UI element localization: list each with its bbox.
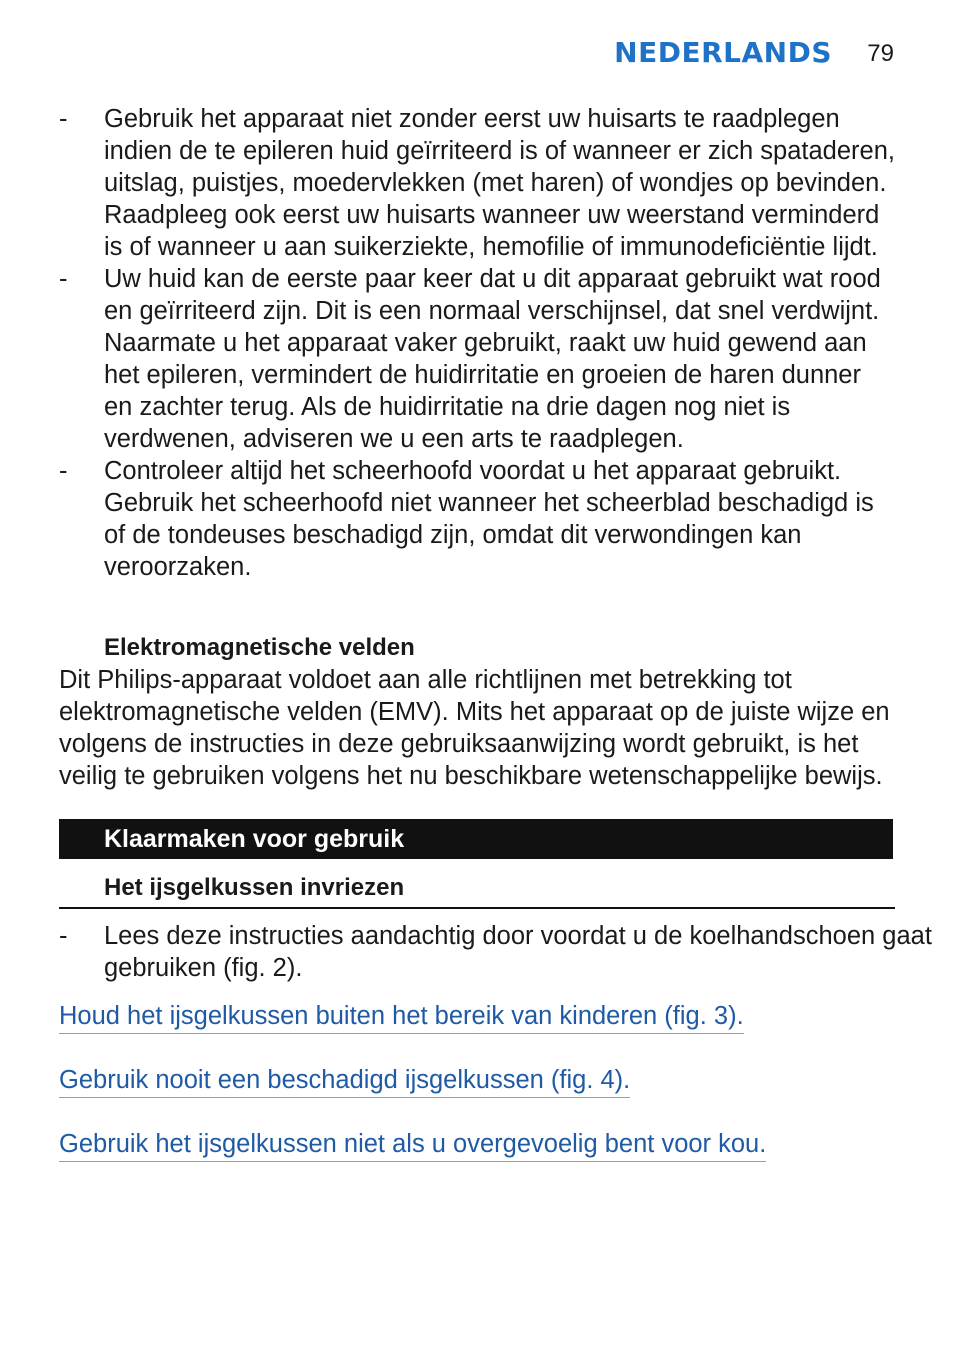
link-cold-sensitivity[interactable]: Gebruik het ijsgelkussen niet als u overgevoelig bent voor kou. — [59, 1128, 766, 1162]
warning-item-3 — [59, 455, 895, 583]
warning-item-1 — [59, 103, 895, 263]
emf-paragraph: Dit Philips-apparaat voldoet aan alle richtlijnen met betrekking tot elektromagnetische velden (EMV). Mits het apparaat op de juiste wijze en volgens de instructies in deze gebruiksaanwijzing wordt gebruikt, is het veilig te gebruiken volgens het nu beschikbare wetenschappelijke bewijs. — [59, 666, 890, 790]
emf-heading: Elektromagnetische velden — [104, 634, 415, 661]
bullet-dash: - — [59, 105, 68, 133]
link-keep-away-from-children[interactable]: Houd het ijsgelkussen buiten het bereik van kinderen (fig. 3). — [59, 1000, 744, 1034]
language-header: NEDERLANDS — [614, 36, 832, 69]
warning-text: Controleer altijd het scheerhoofd voordat u het apparaat gebruikt. Gebruik het scheerhoofd niet wanneer het scheerblad beschadigd is of de tondeuses beschadigd zijn, omdat dit verwondingen kan veroorzaken. — [104, 457, 874, 581]
instruction-item — [59, 920, 940, 984]
bullet-dash: - — [59, 457, 68, 485]
warnings-list — [59, 103, 895, 583]
instruction-text: Lees deze instructies aandachtig door voordat u de koelhandschoen gaat gebruiken (fig. 2). — [104, 922, 932, 982]
section-title-bar: Klaarmaken voor gebruik — [59, 819, 893, 859]
link-damaged-gel-pad[interactable]: Gebruik nooit een beschadigd ijsgelkussen (fig. 4). — [59, 1064, 630, 1098]
section-subheading: Het ijsgelkussen invriezen — [104, 874, 405, 901]
divider-line — [59, 907, 895, 909]
warning-text: Gebruik het apparaat niet zonder eerst uw huisarts te raadplegen indien de te epileren huid geïrriteerd is of wanneer er zich spataderen, uitslag, puistjes, moedervlekken (met haren) of wondjes op bevinden. Raadpleeg ook eerst uw huisarts wanneer uw weerstand verminderd is of wanneer u aan suikerziekte, hemofilie of immunodeficiëntie lijdt. — [104, 105, 895, 261]
page-number: 79 — [867, 40, 894, 67]
bullet-dash: - — [59, 922, 68, 950]
warning-item-2 — [59, 263, 895, 455]
warning-text: Uw huid kan de eerste paar keer dat u dit apparaat gebruikt wat rood en geïrriteerd zijn. Dit is een normaal verschijnsel, dat snel verdwijnt. Naarmate u het apparaat vaker gebruikt, raakt uw huid gewend aan het epileren, vermindert de huidirritatie en groeien de haren dunner en zachter terug. Als de huidirritatie na drie dagen nog niet is verdwenen, adviseren we u een arts te raadplegen. — [104, 265, 881, 453]
bullet-dash: - — [59, 265, 68, 293]
